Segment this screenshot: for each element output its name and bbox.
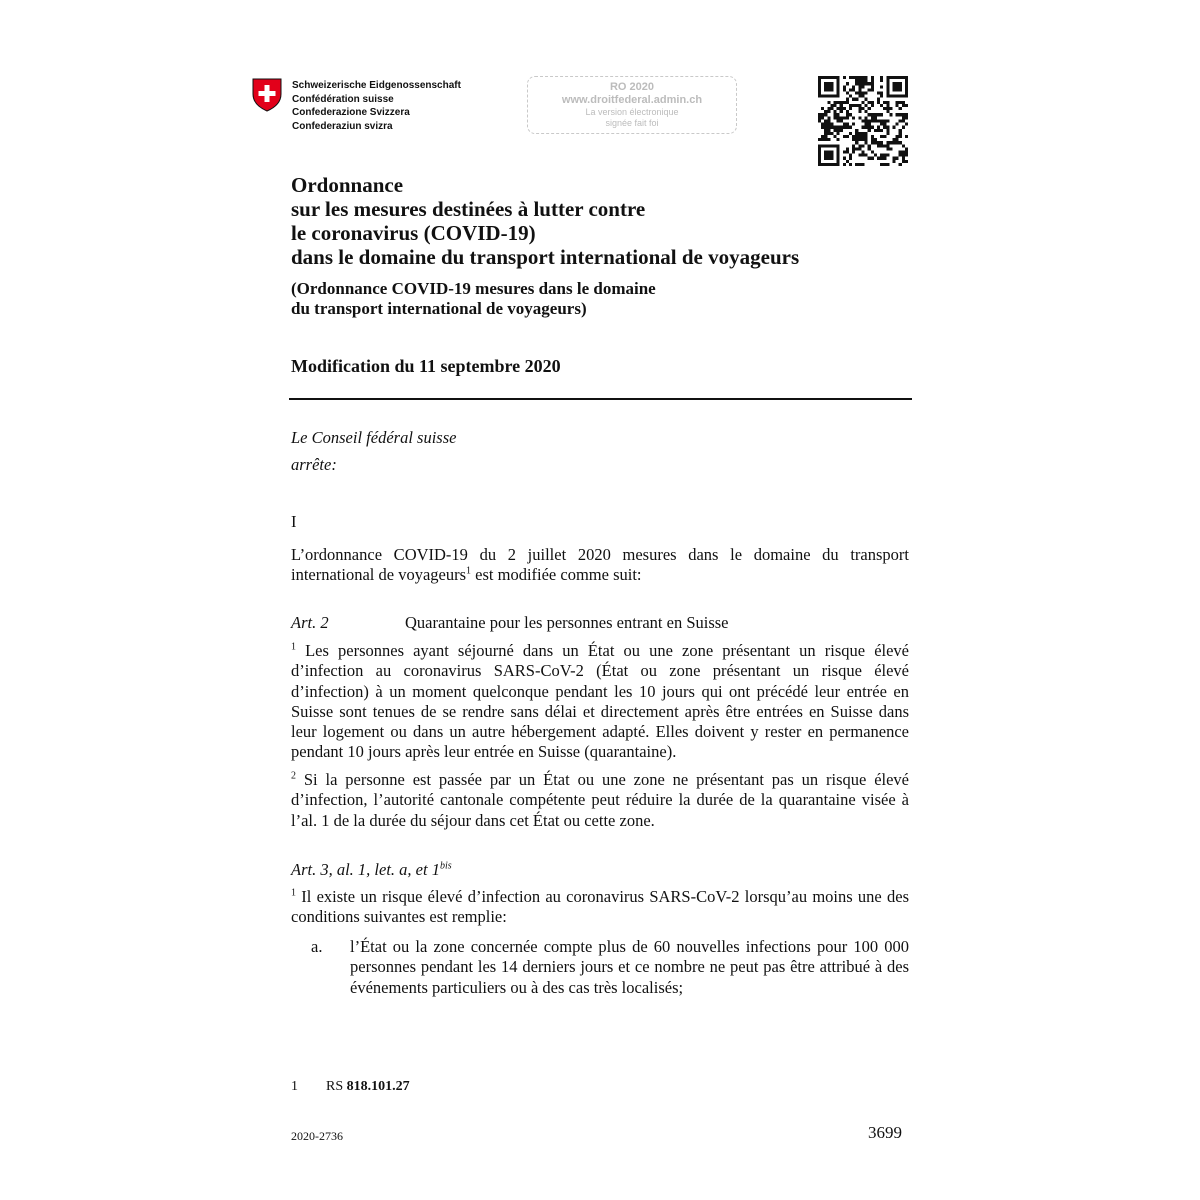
name-rm: Confederaziun svizra — [292, 120, 393, 132]
paragraph-text: Les personnes ayant séjourné dans un État ou une zone présentant un risque élevé d’infection au coronavirus SARS-CoV-2 (État ou zone présentant un risque élevé d’infection) à un moment quelconque pendant les 10 jours qui ont précédé leur entrée en Suisse sont tenues de se rendre sans délai et directement après être entrées en Suisse dans leur logement ou dans un autre hébergement adapté. Elles doivent y rester en permanence pendant 10 jours après leur entrée en Suisse (quarantaine). — [291, 641, 909, 762]
qr-code-icon — [818, 76, 908, 166]
electronic-signature-stamp — [527, 76, 737, 134]
art3-label-text: Art. 3, al. 1, let. a, et 1 — [291, 860, 440, 879]
federal-names — [292, 79, 461, 133]
paragraph-text: Il existe un risque élevé d’infection au coronavirus SARS-CoV-2 lorsqu’au moins une des conditions suivantes est remplie: — [291, 887, 909, 927]
intro-paragraph — [291, 545, 909, 586]
preamble-council: Le Conseil fédéral suisse — [291, 428, 457, 447]
art3-paragraph-1 — [291, 887, 909, 928]
art2-title: Quarantaine pour les personnes entrant en Suisse — [405, 613, 729, 632]
footnote-prefix: RS — [326, 1079, 347, 1094]
paragraph-text: Si la personne est passée par un État ou une zone ne présentant pas un risque élevé d’infection, l’autorité cantonale compétente peut réduire la durée de la quarantaine visée à l’al. 1 de la durée du séjour dans cet État ou cette zone. — [291, 770, 909, 830]
document-number: 2020-2736 — [291, 1129, 343, 1143]
art2-paragraph-1 — [291, 641, 909, 763]
footnote-ref: 1 — [466, 565, 472, 577]
paragraph-number: 1 — [291, 641, 296, 653]
footnote-text — [326, 1079, 410, 1095]
title-divider — [289, 398, 912, 400]
page-number: 3699 — [868, 1123, 902, 1142]
short-title — [291, 279, 656, 319]
list-item-a: l’État ou la zone concernée compte plus de 60 nouvelles infections pour 100 000 personnes pendant les 14 derniers jours et ce nombre ne peut pas être attribué à des événements particuliers ou à des cas très localisés; — [350, 937, 909, 997]
short-title-line: (Ordonnance COVID-19 mesures dans le domaine — [291, 279, 656, 298]
name-fr: Confédération suisse — [292, 93, 394, 105]
stamp-ro: RO 2020 — [609, 81, 655, 93]
preamble-decrees: arrête: — [291, 455, 337, 474]
art3-label-sup: bis — [439, 860, 452, 872]
short-title-line: du transport international de voyageurs) — [291, 299, 587, 318]
swiss-coat-of-arms-icon — [252, 78, 282, 112]
paragraph-number: 1 — [291, 887, 296, 899]
intro-text-end: est modifiée comme suit: — [471, 565, 642, 585]
modification-date: Modification du 11 septembre 2020 — [291, 356, 561, 376]
art3-label — [291, 860, 452, 880]
name-de: Schweizerische Eidgenossenschaft — [292, 80, 461, 91]
title-line: sur les mesures destinées à lutter contre — [291, 197, 646, 221]
stamp-url: www.droitfederal.admin.ch — [561, 94, 703, 106]
document-title — [291, 173, 799, 269]
paragraph-number: 2 — [291, 770, 296, 782]
stamp-note-2: signée fait foi — [605, 118, 659, 128]
stamp-note-1: La version électronique — [585, 107, 679, 117]
title-line: dans le domaine du transport international de voyageurs — [291, 245, 800, 269]
footnote-number: 1 — [291, 1079, 298, 1094]
section-number: I — [291, 512, 297, 531]
title-line: Ordonnance — [291, 173, 404, 197]
footnote-ref-number: 818.101.27 — [346, 1079, 410, 1094]
art2-label: Art. 2 — [291, 613, 329, 632]
title-line: le coronavirus (COVID-19) — [291, 221, 536, 245]
art2-paragraph-2 — [291, 770, 909, 831]
intro-text: L’ordonnance COVID-19 du 2 juillet 2020 mesures dans le domaine du transport international de voyageurs — [291, 545, 909, 585]
list-marker-a: a. — [311, 937, 323, 956]
name-it: Confederazione Svizzera — [292, 107, 410, 118]
